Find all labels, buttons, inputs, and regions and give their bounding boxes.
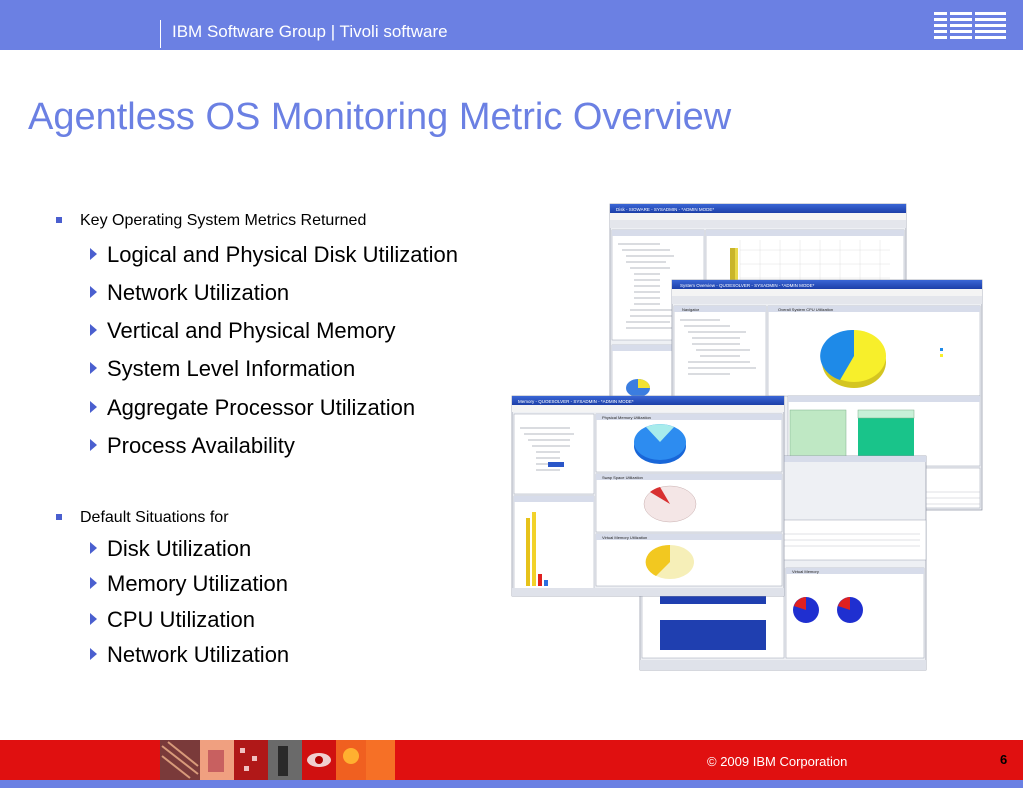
memory-window-title: Memory - QUOESOLVER - SYSADMIN - *ADMIN MODE* (518, 399, 634, 404)
system-window-title: System Overview - QUOESOLVER - SYSADMIN - *ADMIN MODE* (680, 283, 815, 288)
bottom-strip (0, 780, 1023, 788)
header-separator (160, 20, 161, 48)
virtual-memory-label: Virtual Memory (792, 569, 819, 574)
triangle-bullet-icon (90, 577, 97, 589)
page-number: 6 (1000, 752, 1008, 767)
header-group-text: IBM Software Group | Tivoli software (172, 22, 448, 41)
footer-photo-strip (160, 740, 395, 780)
swap-space-label: Swap Space Utilization (602, 475, 643, 480)
triangle-bullet-icon (90, 648, 97, 660)
triangle-bullet-icon (90, 324, 97, 336)
header-bar (0, 0, 1023, 50)
triangle-bullet-icon (90, 401, 97, 413)
bullet-square-icon (56, 217, 62, 223)
triangle-bullet-icon (90, 362, 97, 374)
bullet-square-icon (56, 514, 62, 520)
ibm-logo (934, 10, 1006, 42)
cpu-panel-label: Overall System CPU Utilization (778, 307, 834, 312)
footer-bar (0, 740, 1023, 780)
triangle-bullet-icon (90, 613, 97, 625)
navigator-label: Navigator (682, 307, 700, 312)
page-title: Agentless OS Monitoring Metric Overview (28, 96, 732, 138)
triangle-bullet-icon (90, 286, 97, 298)
triangle-bullet-icon (90, 439, 97, 451)
triangle-bullet-icon (90, 248, 97, 260)
screenshot-montage (510, 200, 985, 675)
triangle-bullet-icon (90, 542, 97, 554)
virtual-memory-util-label: Virtual Memory Utilization (602, 535, 648, 540)
memory-window (512, 396, 784, 596)
disk-window-title: Disk - SIOWARE - SYSADMIN - *ADMIN MODE* (616, 207, 715, 212)
physical-memory-label: Physical Memory Utilization (602, 415, 651, 420)
copyright-text: © 2009 IBM Corporation (707, 754, 848, 769)
